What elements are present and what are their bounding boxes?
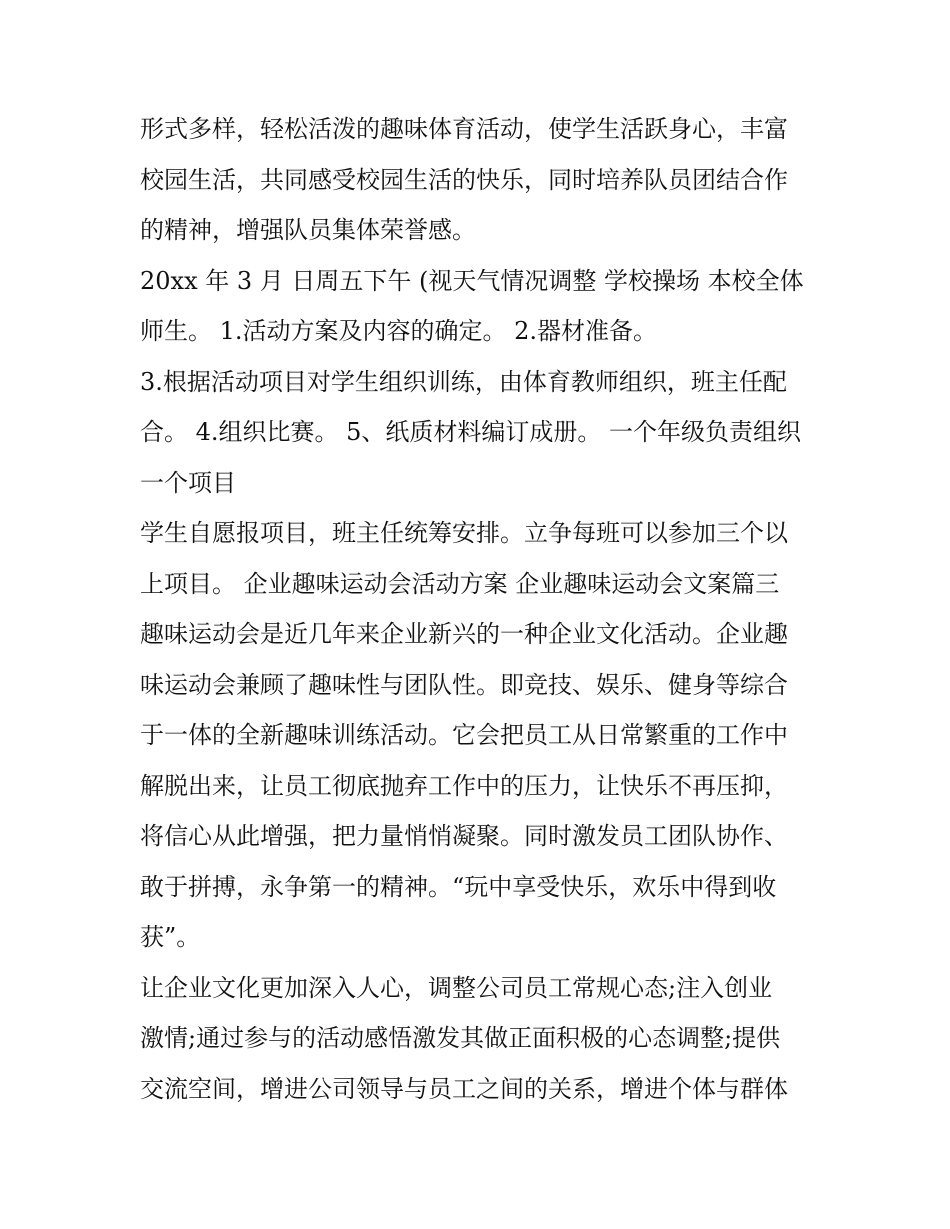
text-line-7: 合。 4.组织比赛。 5、纸质材料编订成册。 一个年级负责组织 xyxy=(140,418,802,446)
text-line-1: 形式多样，轻松活泼的趣味体育活动，使学生活跃身心，丰富 xyxy=(140,115,788,143)
text-line-16: 敢于拼搏，永争第一的精神。“玩中享受快乐，欢乐中得到收 xyxy=(140,872,777,901)
text-line-12: 味运动会兼顾了趣味性与团队性。即竞技、娱乐、健身等综合 xyxy=(140,670,788,699)
text-line-20: 交流空间，增进公司领导与员工之间的关系，增进个体与群体 xyxy=(140,1074,788,1103)
text-line-4: 20xx 年 3 月 日周五下午 (视天气情况调整 学校操场 本校全体 xyxy=(140,266,804,295)
text-line-6: 3.根据活动项目对学生组织训练，由体育教师组织，班主任配 xyxy=(140,367,787,396)
text-line-9: 学生自愿报项目，班主任统筹安排。立争每班可以参加三个以 xyxy=(140,519,788,547)
text-line-17: 获”。 xyxy=(140,923,201,951)
text-line-14: 解脱出来，让员工彻底抛弃工作中的压力，让快乐不再压抑， xyxy=(140,771,788,800)
text-line-3: 的精神，增强队员集体荣誉感。 xyxy=(140,216,476,244)
text-line-18: 让企业文化更加深入人心，调整公司员工常规心态;注入创业 xyxy=(140,973,773,1002)
text-line-15: 将信心从此增强，把力量悄悄凝聚。同时激发员工团队协作、 xyxy=(140,822,788,850)
text-line-10: 上项目。 企业趣味运动会活动方案 企业趣味运动会文案篇三 xyxy=(140,569,780,598)
document-body xyxy=(140,104,820,1114)
text-line-5: 师生。 1.活动方案及内容的确定。 2.器材准备。 xyxy=(140,317,658,345)
text-line-19: 激情;通过参与的活动感悟激发其做正面积极的心态调整;提供 xyxy=(140,1024,781,1052)
text-line-11: 趣味运动会是近几年来企业新兴的一种企业文化活动。企业趣 xyxy=(140,620,788,648)
text-line-2: 校园生活，共同感受校园生活的快乐，同时培养队员团结合作 xyxy=(140,165,788,194)
text-line-13: 于一体的全新趣味训练活动。它会把员工从日常繁重的工作中 xyxy=(140,721,788,749)
text-line-8: 一个项目 xyxy=(140,468,236,497)
